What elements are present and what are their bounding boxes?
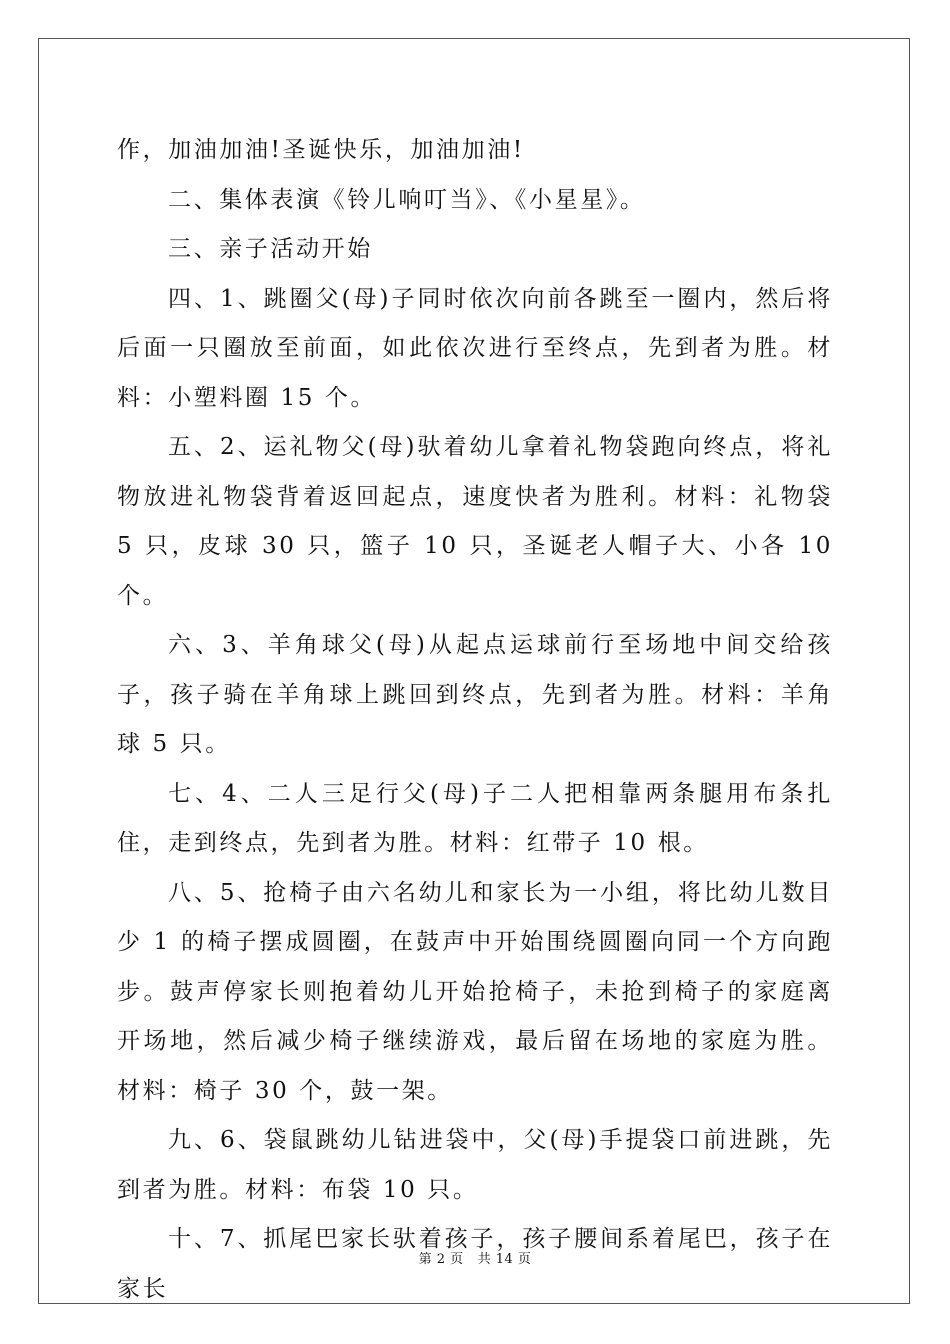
document-body — [117, 126, 833, 1314]
paragraph-10: 十、7、抓尾巴家长驮着孩子，孩子腰间系着尾巴，孩子在家长 — [117, 1226, 833, 1302]
page-footer — [0, 1248, 950, 1267]
page-total: 共 14 页 — [477, 1252, 532, 1267]
paragraph-6: 六、3、羊角球父(母)从起点运球前行至场地中间交给孩子，孩子骑在羊角球上跳回到终点，先到者为胜。材料：羊角球 5 只。 — [117, 632, 833, 757]
paragraph-7: 七、4、二人三足行父(母)子二人把相靠两条腿用布条扎住，走到终点，先到者为胜。材料：红带子 10 根。 — [117, 780, 833, 856]
page-number: 第 2 页 — [418, 1252, 464, 1267]
paragraph-1: 作，加油加油!圣诞快乐，加油加油! — [117, 137, 525, 163]
paragraph-2: 二、集体表演《铃儿响叮当》、《小星星》。 — [168, 186, 646, 213]
paragraph-8: 八、5、抢椅子由六名幼儿和家长为一小组，将比幼儿数目少 1 的椅子摆成圆圈，在鼓声中开始围绕圆圈向同一个方向跑步。鼓声停家长则抱着幼儿开始抢椅子，未抢到椅子的家庭离开场地，然后减少椅子继续游戏，最后留在场地的家庭为胜。材料：椅子 30 个，鼓一架。 — [117, 879, 833, 1104]
paragraph-3: 三、亲子活动开始 — [168, 236, 373, 262]
paragraph-9: 九、6、袋鼠跳幼儿钻进袋中，父(母)手提袋口前进跳，先到者为胜。材料：布袋 10 只。 — [117, 1127, 833, 1203]
paragraph-5: 五、2、运礼物父(母)驮着幼儿拿着礼物袋跑向终点，将礼物放进礼物袋背着返回起点，速度快者为胜利。材料：礼物袋 5 只，皮球 30 只，篮子 10 只，圣诞老人帽子大、小各 10 个。 — [117, 434, 833, 609]
paragraph-4: 四、1、跳圈父(母)子同时依次向前各跳至一圈内，然后将后面一只圈放至前面，如此依次进行至终点，先到者为胜。材料：小塑料圈 15 个。 — [117, 285, 833, 411]
